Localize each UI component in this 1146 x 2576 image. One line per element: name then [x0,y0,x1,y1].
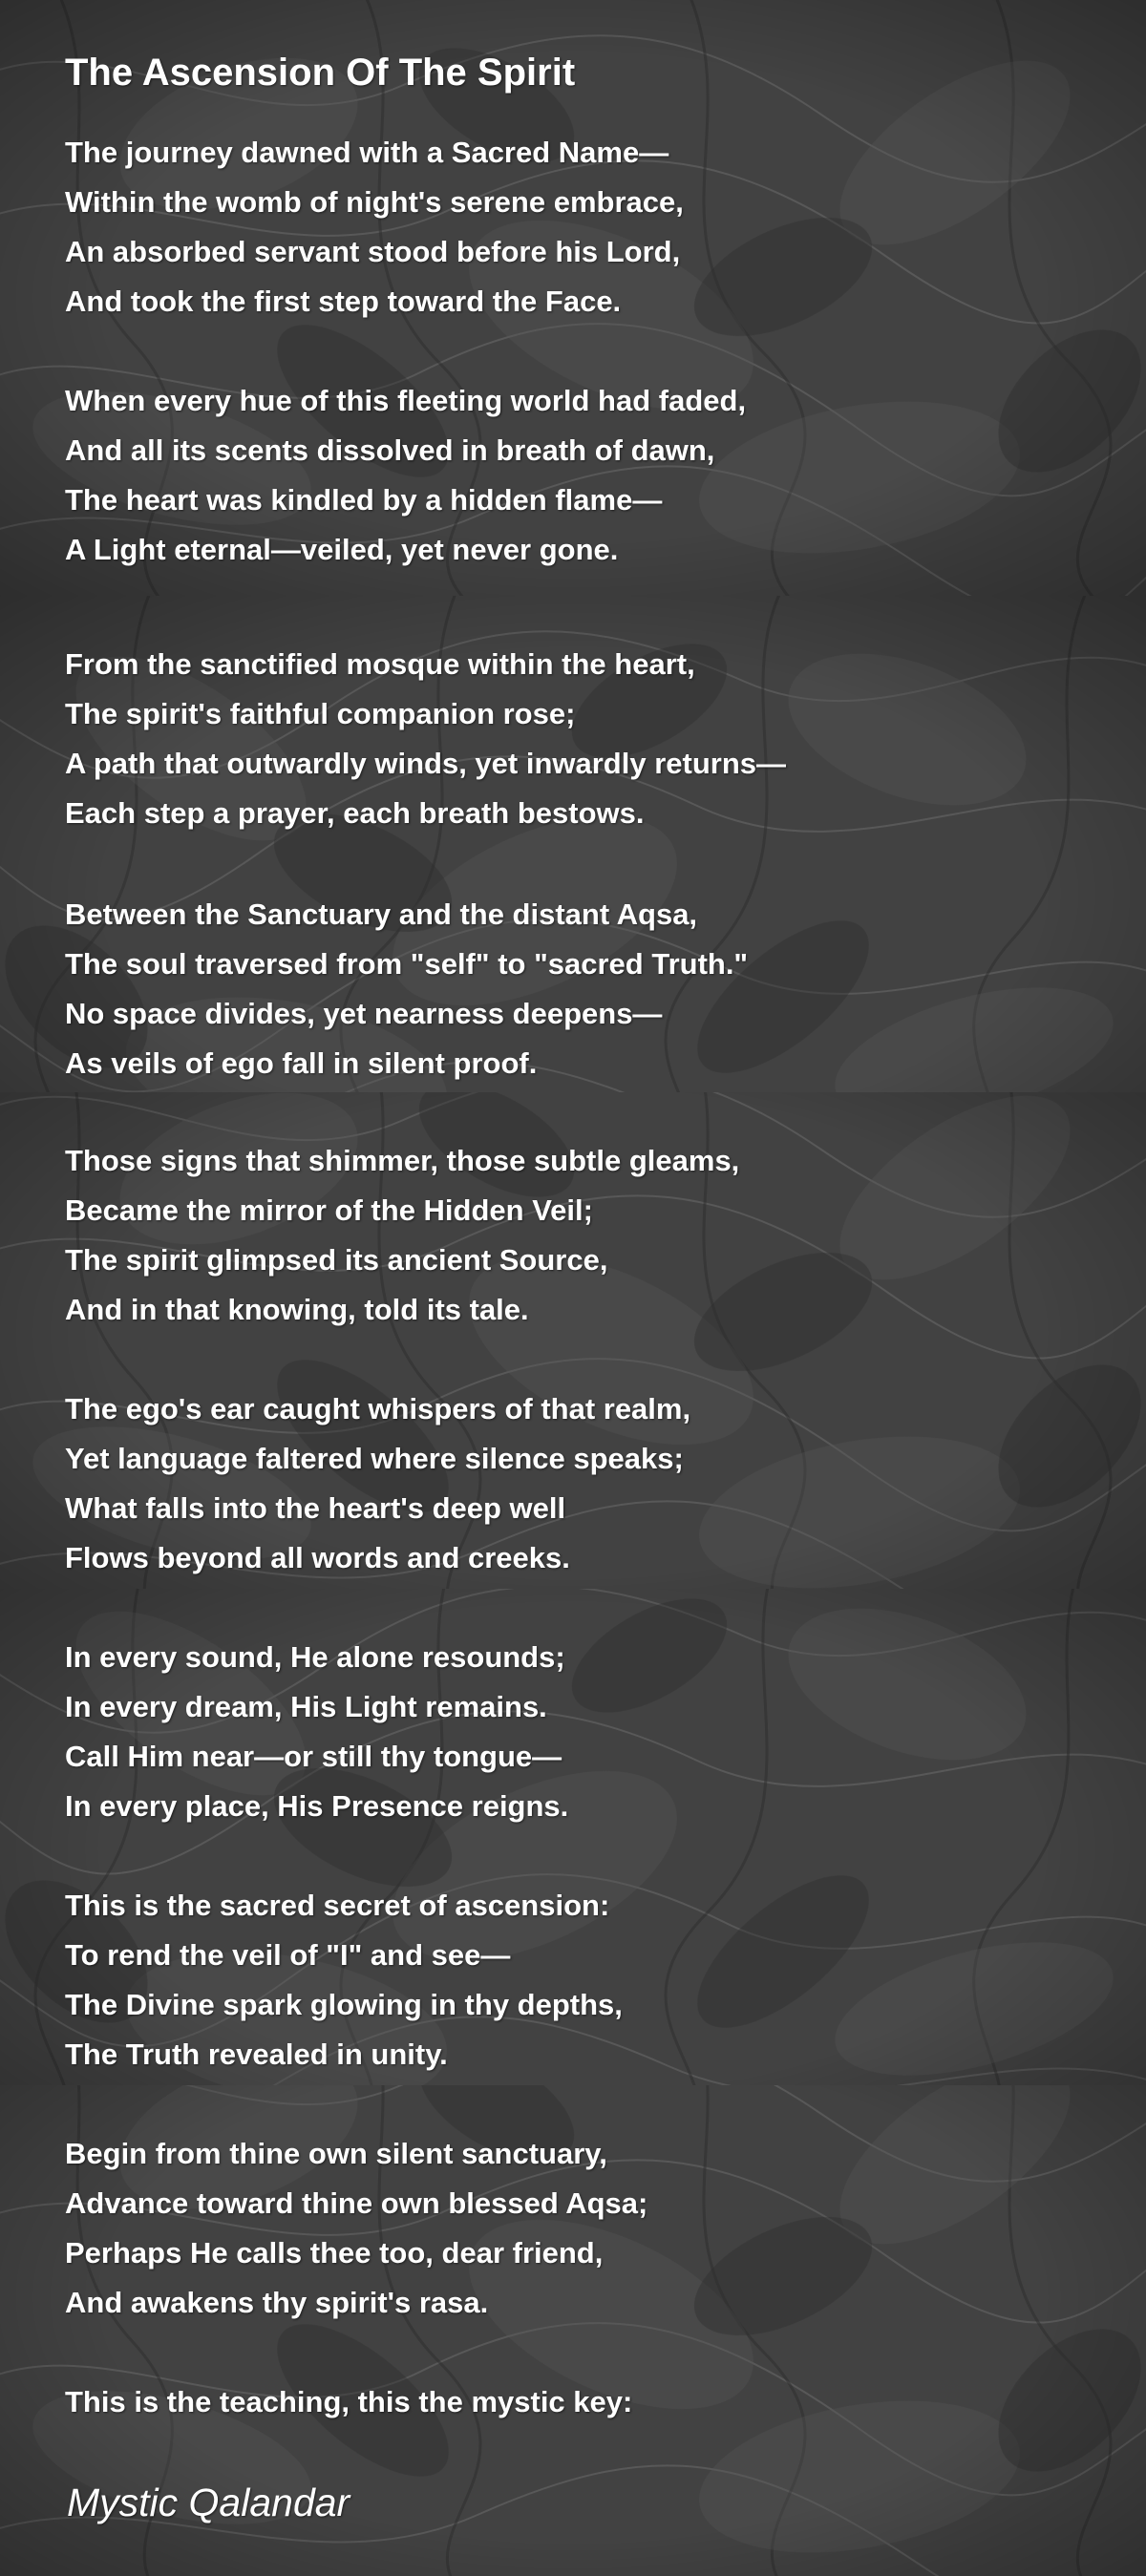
poem-line: And all its scents dissolved in breath of dawn, [65,433,715,467]
poem-line: And took the first step toward the Face. [65,285,622,318]
stanza-10 [65,2377,632,2427]
stanza-5 [65,1136,739,1335]
poem-title: The Ascension Of The Spirit [65,52,576,94]
poem-line: Between the Sanctuary and the distant Aqsa, [65,897,698,931]
poem-line: The journey dawned with a Sacred Name— [65,136,669,169]
poem-line: The spirit glimpsed its ancient Source, [65,1243,608,1277]
poem-line: Within the womb of night's serene embrace, [65,185,684,219]
stanza-7 [65,1633,568,1831]
stanza-3 [65,640,786,838]
poem-line: No space divides, yet nearness deepens— [65,997,663,1030]
poem-line: Yet language faltered where silence speaks; [65,1442,684,1475]
stanza-2 [65,376,746,575]
poem-line: In every place, His Presence reigns. [65,1789,569,1823]
poem-line: Perhaps He calls thee too, dear friend, [65,2236,604,2270]
poem-line: And in that knowing, told its tale. [65,1293,529,1326]
poem-line: The Truth revealed in unity. [65,2038,448,2071]
stanza-8 [65,1881,623,2080]
poem-line: This is the teaching, this the mystic key: [65,2385,633,2418]
poem-line: Became the mirror of the Hidden Veil; [65,1193,593,1227]
poem-line: A Light eternal—veiled, yet never gone. [65,533,619,566]
poem-line: An absorbed servant stood before his Lord, [65,235,681,268]
poem-line: To rend the veil of "I" and see— [65,1938,511,1972]
poem-line: From the sanctified mosque within the heart, [65,647,695,681]
poem-line: The soul traversed from "self" to "sacred Truth." [65,947,749,981]
poem-line: The ego's ear caught whispers of that realm, [65,1392,691,1425]
stanza-9 [65,2129,647,2328]
poem-line: The heart was kindled by a hidden flame— [65,483,663,517]
poem-line: In every sound, He alone resounds; [65,1640,565,1674]
poem-line: Begin from thine own silent sanctuary, [65,2137,607,2170]
stanza-6 [65,1384,690,1583]
poem-line: The Divine spark glowing in thy depths, [65,1988,623,2021]
poem-line: And awakens thy spirit's rasa. [65,2286,489,2319]
stanza-4 [65,890,748,1088]
poem-line: This is the sacred secret of ascension: [65,1889,610,1922]
poem-line: What falls into the heart's deep well [65,1491,566,1525]
stanza-1 [65,128,684,327]
poem-line: A path that outwardly winds, yet inwardly returns— [65,747,787,780]
poem-line: As veils of ego fall in silent proof. [65,1046,538,1080]
poem-line: The spirit's faithful companion rose; [65,697,576,730]
poem-line: Those signs that shimmer, those subtle gleams, [65,1144,740,1177]
poem-line: Flows beyond all words and creeks. [65,1541,570,1574]
poem-line: In every dream, His Light remains. [65,1690,547,1723]
author-name: Mystic Qalandar [67,2481,350,2524]
poem-line: When every hue of this fleeting world had faded, [65,384,747,417]
poem-line: Each step a prayer, each breath bestows. [65,796,645,830]
poem-line: Call Him near—or still thy tongue— [65,1740,562,1773]
poem-line: Advance toward thine own blessed Aqsa; [65,2186,648,2220]
